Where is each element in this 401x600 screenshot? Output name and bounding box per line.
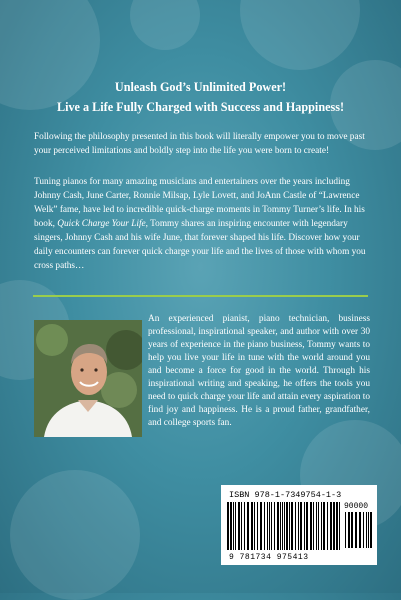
barcode-bar [348, 512, 350, 548]
barcode-bar [235, 502, 236, 550]
author-portrait-image [34, 320, 142, 437]
barcode-bar [327, 502, 328, 550]
barcode-bar [291, 502, 293, 550]
barcode-bar [321, 502, 322, 550]
isbn-label: ISBN 978-1-7349754-1-3 [229, 490, 342, 500]
barcode-bar [300, 502, 302, 550]
barcode-bar [306, 502, 308, 550]
barcode-bar [339, 502, 340, 550]
story-text-part1: Tuning pianos for many amazing musicians and entertainers over the years including Johnny Cash, June Carter, Ronnie Milsap, Lyle Lovett, and JoAnn Castle of “Lawrence Welk” fame, have led to incredible quick-charge moments in Tommy Turner’s life. In his book, [34, 177, 365, 229]
price-addon-barcode [343, 512, 373, 550]
barcode-bar [247, 502, 249, 550]
headline: Unleash God’s Unlimited Power! [114, 80, 287, 94]
barcode-bar [286, 502, 288, 550]
barcode-bar [284, 502, 285, 550]
barcode-bar [316, 502, 317, 550]
barcode-bar [233, 502, 234, 550]
barcode-bar [313, 502, 314, 550]
price-addon-number: 90000 [344, 502, 369, 511]
barcode-bar [251, 502, 253, 550]
barcode-bar [345, 512, 346, 548]
barcode-bar [295, 502, 296, 550]
barcode-bar [333, 502, 335, 550]
bokeh-circle [130, 0, 200, 50]
bokeh-circle [240, 0, 360, 70]
barcode-bar [323, 502, 325, 550]
intro-paragraph: Following the philosophy presented in this book will literally empower you to move past your perceived limitations and boldly step into the life you were born to create! [34, 132, 365, 156]
story-text-part2: , Tommy shares an inspiring encounter with legendary singers, Johnny Cash and his wife June, that forever shaped his life. Discover how your daily encounters can forever quick charge your life and the lives of those with whom you cross paths… [34, 219, 366, 271]
barcode-bar [271, 502, 272, 550]
barcode-bar [289, 502, 290, 550]
barcode-bar [241, 502, 242, 550]
barcode-bar [298, 502, 299, 550]
barcode-bar [274, 502, 275, 550]
barcode-bar [363, 512, 364, 548]
barcode-bar [318, 502, 319, 550]
barcode-bar [336, 502, 338, 550]
ean-number: 9 781734 975413 [229, 553, 309, 562]
barcode-bar [280, 502, 281, 550]
barcode-bar [257, 502, 258, 550]
book-title: Quick Charge Your Life [57, 219, 146, 229]
barcode-bar [370, 512, 372, 548]
barcode-bar [277, 502, 279, 550]
barcode-bar [254, 502, 255, 550]
barcode-bar [282, 502, 283, 550]
barcode-bar [355, 512, 357, 548]
barcode-bar [368, 512, 369, 548]
ean-barcode [225, 502, 343, 552]
barcode-bar [230, 502, 232, 550]
barcode-bar [310, 502, 312, 550]
green-divider [33, 295, 368, 297]
barcode-bar [330, 502, 332, 550]
barcode-bar [260, 502, 262, 550]
subheadline: Live a Life Fully Charged with Success and Happiness! [56, 100, 345, 114]
author-bio: An experienced pianist, piano technician, business professional, inspirational speaker, and author with over 30 years of experience in the piano business, Tommy wants to help you live your life in tune with the world around you and become a force for good in the world. Through his inspirational writing and speaking, he offers the tools you need to quick charge your life and attain every aspiration to find joy and happiness. He is a proud father, grandfather, and college sports fan. [148, 314, 370, 428]
barcode-bar [238, 502, 240, 550]
bokeh-circle [10, 470, 140, 600]
barcode-bar [269, 502, 270, 550]
story-paragraph [34, 175, 368, 273]
barcode-bar [267, 502, 268, 550]
barcode-bar [244, 502, 245, 550]
barcode-bar [264, 502, 265, 550]
barcode-bar [351, 512, 353, 548]
barcode-bar [359, 512, 361, 548]
author-photo [34, 320, 142, 437]
barcode-bar [366, 512, 367, 548]
barcode-bar [304, 502, 305, 550]
barcode-bar [227, 502, 229, 550]
